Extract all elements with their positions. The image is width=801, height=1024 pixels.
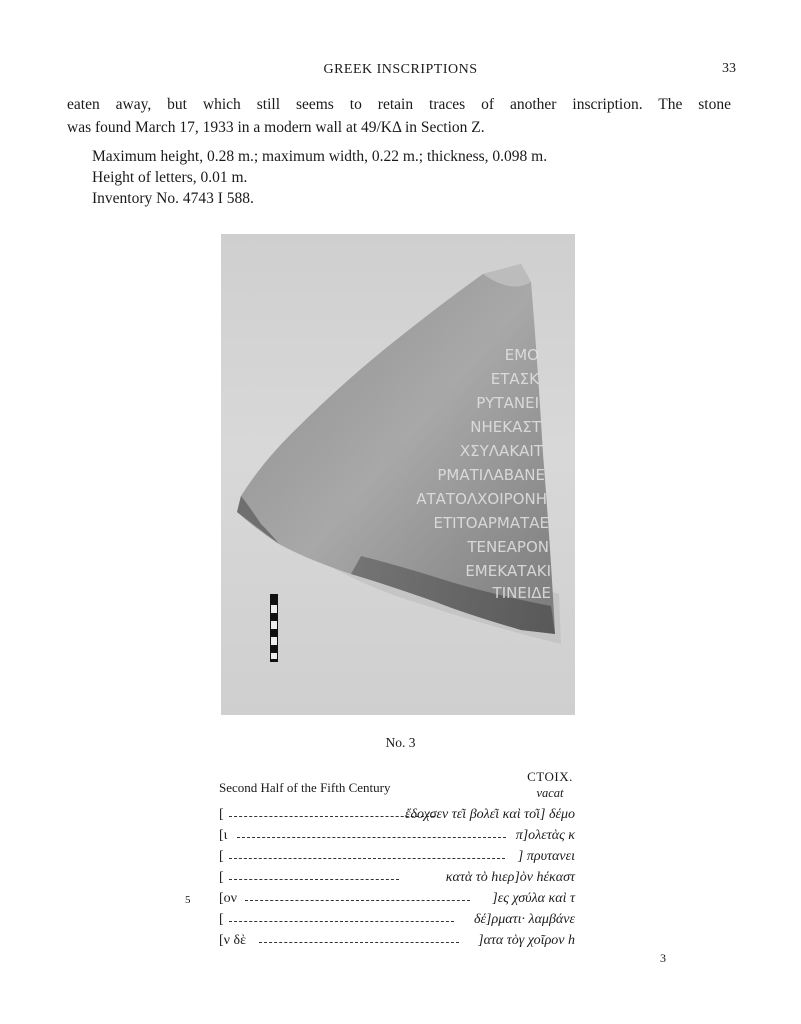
lacuna-dashes [229,858,505,859]
date-heading: Second Half of the Fifth Century [219,780,391,795]
line-number: 5 [185,894,191,906]
stone-letter-row: ΑΤΑΤΟΛΧΟΙΡΟΝΗ [416,490,547,508]
stone-letter-row: ΧΣΥΛΑΚΑΙΤ [459,442,543,460]
line-bracket: [ [219,870,224,885]
lacuna-dashes [229,816,434,817]
line-bracket: [ [219,912,224,927]
inscription-line [219,828,575,848]
inscription-line [219,891,575,911]
line-bracket: [ν δὲ [219,933,246,948]
line-bracket: [ [219,807,224,822]
stone-letter-row: ΕΜΕΚΑΤΑΚΙ [465,562,551,580]
stoichedon-label: CTOIX. [527,769,573,784]
stone-letter-row: ΤΙΝΕΙΔΕ [492,584,551,602]
page-number: 33 [722,61,736,76]
lacuna-dashes [237,837,506,838]
line-text: ]ες χσύλα καὶ τ [492,891,575,906]
stone-letter-row: ΕΜΟ [504,346,539,364]
stone-letter-row: ΡΜΑΤΙΛΑΒΑΝΕ [437,466,545,484]
inscription-line [219,870,575,890]
body-line-2: was found March 17, 1933 in a modern wall at 49/KΔ in Section Z. [67,119,485,136]
measurement-letter-height: Height of letters, 0.01 m. [92,169,248,186]
stone-letter-row: ΕΤΙΤΟΑΡΜΑΤΑΕ [433,514,549,532]
line-text: κατὰ τὸ hιερ]ὸν hέκαστ [445,870,575,885]
stone-letter-row: ΕΤΑΣΚ [490,370,539,388]
line-text: π]ολετὰς κ [515,828,575,843]
lacuna-dashes [229,879,399,880]
lacuna-dashes [245,900,470,901]
vacat-label: vacat [536,786,564,800]
running-head-title: GREEK INSCRIPTIONS [323,62,478,77]
line-text: ]ατα τὸγ χοῖρον h [478,933,575,948]
lacuna-dashes [259,942,459,943]
lacuna-dashes [229,921,454,922]
line-text: ἔδοχσεν τε͂ι βολε͂ι καὶ το͂ι] δέμο [405,807,575,822]
footnote-number: 3 [660,951,666,965]
line-bracket: [ι [219,828,228,843]
inscription-line [219,912,575,932]
stone-letter-row: ΡΥΤΑΝΕΙ [476,394,539,412]
line-bracket: [ [219,849,224,864]
inscription-line [219,933,575,953]
figure-caption: No. 3 [385,735,416,750]
inscription-line [219,807,575,827]
stone-letter-row: ΤΕΝΕΑΡΟΝ [467,538,549,556]
stone-fragment-image [221,234,575,715]
line-bracket: [ον [219,891,237,906]
scale-bar [270,594,278,662]
inventory-number: Inventory No. 4743 I 588. [92,190,254,207]
stone-letter-row: ΝΗΕΚΑΣΤ [470,418,541,436]
measurement-dimensions: Maximum height, 0.28 m.; maximum width, 0.22 m.; thickness, 0.098 m. [92,148,548,165]
line-text: δέ]ρματι· λαμβάνε [474,912,575,927]
stone-photograph [221,234,575,715]
body-line-1: eaten away, but which still seems to retain traces of another inscription. The stone [67,96,731,113]
line-text: ] πρυτανει [517,849,575,864]
inscription-line [219,849,575,869]
